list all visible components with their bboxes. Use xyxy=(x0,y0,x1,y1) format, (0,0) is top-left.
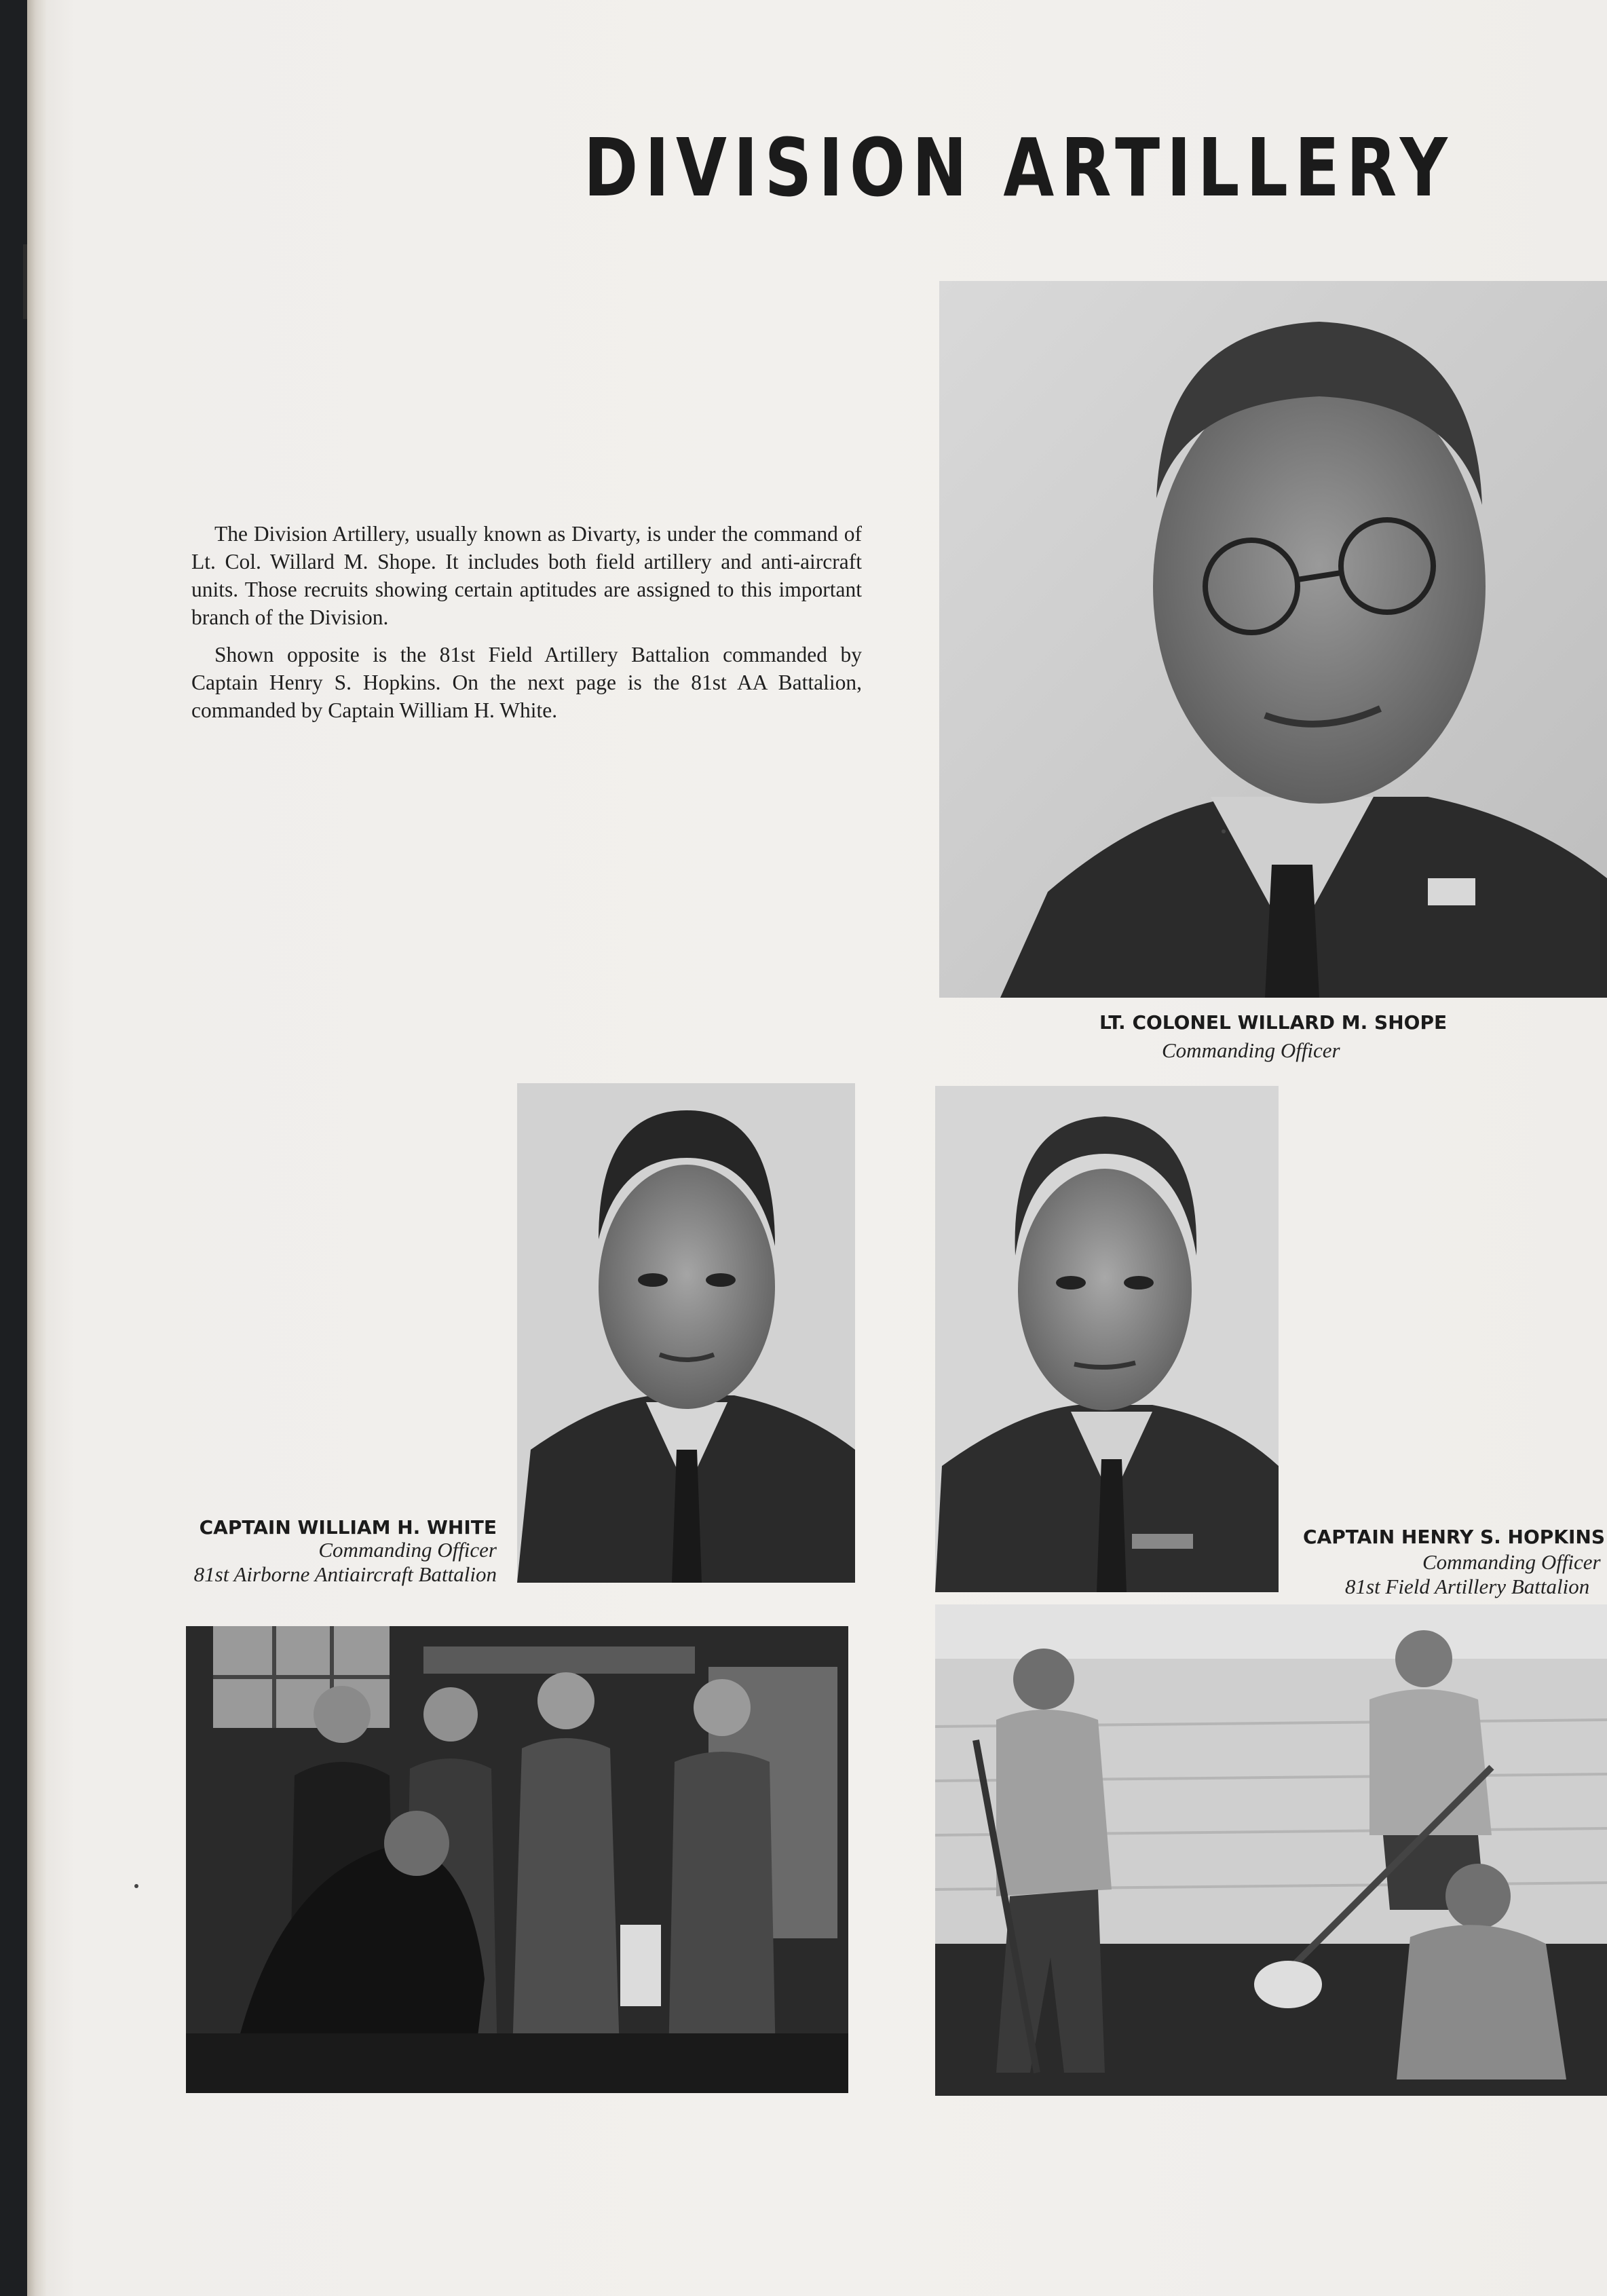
caption-role-hopkins: Commanding Officer xyxy=(1422,1550,1601,1574)
caption-unit-hopkins: 81st Field Artillery Battalion xyxy=(1345,1575,1590,1598)
page-edge xyxy=(27,0,46,2296)
caption-role-white: Commanding Officer xyxy=(318,1538,497,1562)
caption-name-shope: LT. COLONEL WILLARD M. SHOPE xyxy=(1099,1011,1448,1034)
intro-paragraph: Shown opposite is the 81st Field Artillery Battalion commanded by Captain Henry S. Hopkins. On the next page is the 81st AA Battalion, commanded by Captain William H. White. xyxy=(191,643,862,722)
group-photo-cleaning xyxy=(935,1604,1607,2096)
portrait-hopkins xyxy=(935,1086,1279,1592)
caption-name-white: CAPTAIN WILLIAM H. WHITE xyxy=(199,1516,497,1539)
binding-mark xyxy=(23,244,27,319)
group-photo-soldiers xyxy=(186,1626,848,2093)
caption-name-hopkins: CAPTAIN HENRY S. HOPKINS xyxy=(1303,1526,1606,1548)
portrait-white xyxy=(517,1083,855,1583)
caption-unit-white: 81st Airborne Antiaircraft Battalion xyxy=(193,1562,497,1586)
page-title: DIVISION ARTILLERY xyxy=(584,121,1454,214)
print-speck xyxy=(1222,829,1226,833)
caption-role-shope: Commanding Officer xyxy=(1162,1038,1340,1062)
intro-text xyxy=(191,520,862,734)
intro-paragraph: The Division Artillery, usually known as Divarty, is under the command of Lt. Col. Willard M. Shope. It includes both field artillery and anti-aircraft units. Those recruits showing certain aptitudes are assigned to this important branch of the Division. xyxy=(191,522,862,629)
portrait-shope xyxy=(939,281,1607,998)
print-speck xyxy=(134,1884,138,1888)
